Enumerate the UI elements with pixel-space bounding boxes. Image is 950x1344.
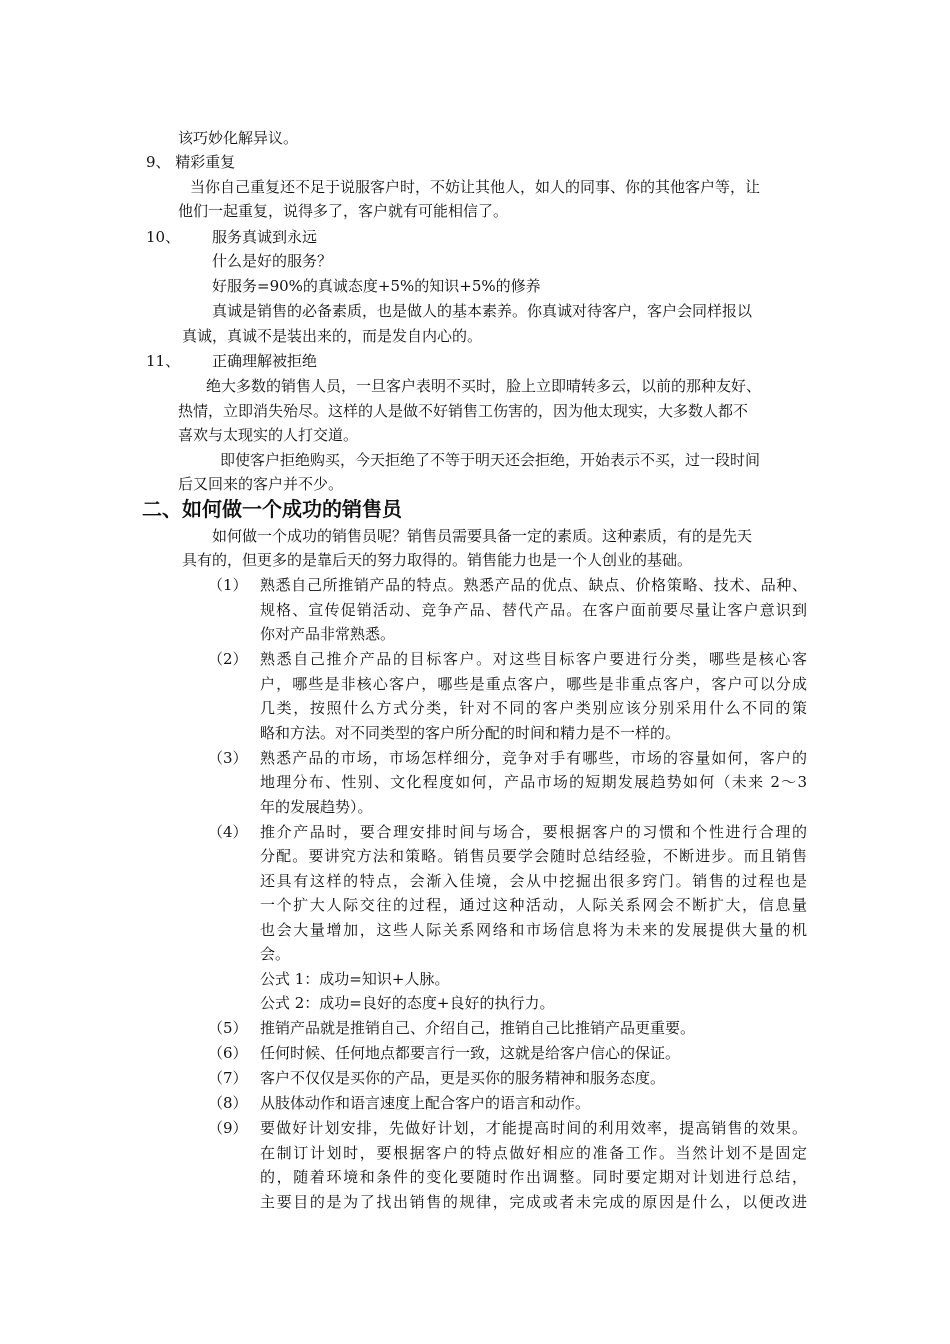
section-heading-11: 正确理解被拒绝 — [212, 352, 318, 370]
formula-line: 公式 2：成功=良好的态度+良好的执行力。 — [260, 994, 555, 1012]
text-line: 后又回来的客户并不少。 — [178, 475, 344, 493]
list-item-text: 推介产品时，要合理安排时间与场合，要根据客户的习惯和个性进行合理的 — [260, 822, 807, 841]
list-item-text: 推销产品就是推销自己、介绍自己，推销自己比推销产品更重要。 — [260, 1019, 696, 1037]
list-item-text: 地理分布、性别、文化程度如何，产品市场的短期发展趋势如何（未来 2～3 — [260, 773, 807, 791]
list-item-text: 你对产品非常熟悉。 — [260, 625, 396, 643]
list-item-text: 客户不仅仅是买你的产品，更是买你的服务精神和服务态度。 — [260, 1069, 666, 1087]
list-item-number: （5） — [208, 1019, 248, 1037]
list-item-text: 熟悉产品的市场，市场怎样细分，竞争对手有哪些，市场的容量如何，客户的 — [260, 748, 807, 767]
list-item-text: 任何时候、任何地点都要言行一致，这就是给客户信心的保证。 — [260, 1044, 681, 1062]
list-item-number: （4） — [208, 822, 248, 841]
list-item-number: （9） — [208, 1119, 248, 1137]
list-item-text: 还具有这样的特点，会渐入佳境，会从中挖掘出很多窍门。销售的过程也是 — [260, 871, 807, 890]
list-item-text: 主要目的是为了找出销售的规律，完成或者未完成的原因是什么，以便改进 — [260, 1192, 807, 1211]
section-number-10: 10、 — [146, 228, 181, 246]
text-line: 真诚，真诚不是装出来的，而是发自内心的。 — [182, 327, 483, 345]
text-line: 具有的，但更多的是靠后天的努力取得的。销售能力也是一个人创业的基础。 — [182, 551, 693, 569]
list-item-text: 几类，按照什么方式分类，针对不同的客户类别应该分别采用什么不同的策 — [260, 699, 807, 717]
list-item-text: 在制订计划时，要根据客户的特点做好相应的准备工作。当然计划不是固定 — [260, 1143, 807, 1162]
text-line: 什么是好的服务？ — [212, 252, 333, 270]
list-item-text: 从肢体动作和语言速度上配合客户的语言和动作。 — [260, 1094, 591, 1112]
text-line: 当你自己重复还不足于说服客户时，不妨让其他人，如人的同事、你的其他客户等，让 — [190, 178, 761, 196]
list-item-text: 略和方法。对不同类型的客户所分配的时间和精力是不一样的。 — [260, 723, 681, 742]
list-item-text: 的，随着环境和条件的变化要随时作出调整。同时要定期对计划进行总结， — [260, 1168, 807, 1186]
list-item-text: 熟悉自己所推销产品的特点。熟悉产品的优点、缺点、价格策略、技术、品种、 — [260, 576, 807, 594]
text-line: 热情，立即消失殆尽。这样的人是做不好销售工伤害的，因为他太现实，大多数人都不 — [178, 402, 749, 420]
list-item-number: （8） — [208, 1094, 248, 1112]
list-item-number: （6） — [208, 1044, 248, 1062]
section-number-11: 11、 — [146, 352, 181, 370]
text-line: 该巧妙化解异议。 — [178, 129, 299, 147]
formula-line: 好服务=90%的真诚态度+5%的知识+5%的修养 — [212, 277, 541, 295]
list-item-text: 户，哪些是非核心客户，哪些是重点客户，哪些是非重点客户，客户可以分成 — [260, 674, 807, 693]
list-item-text: 年的发展趋势）。 — [260, 797, 373, 816]
text-line: 喜欢与太现实的人打交道。 — [178, 426, 359, 444]
text-line: 真诚是销售的必备素质，也是做人的基本素养。你真诚对待客户，客户会同样报以 — [212, 302, 753, 320]
formula-line: 公式 1：成功=知识+人脉。 — [260, 969, 450, 988]
list-item-text: 规格、宣传促销活动、竞争产品、替代产品。在客户面前要尽量让客户意识到 — [260, 600, 807, 619]
section-heading-10: 服务真诚到永远 — [212, 228, 318, 246]
list-item-text: 也会大量增加，这些人际关系网络和市场信息将为未来的发展提供大量的机 — [260, 920, 807, 939]
list-item-text: 熟悉自己推介产品的目标客户。对这些目标客户要进行分类，哪些是核心客 — [260, 650, 807, 668]
list-item-text: 分配。要讲究方法和策略。销售员要学会随时总结经验，不断进步。而且销售 — [260, 847, 807, 865]
list-item-number: （7） — [208, 1069, 248, 1087]
list-item-number: （3） — [208, 748, 248, 767]
section-heading-9: 9、 精彩重复 — [146, 153, 236, 171]
list-item-text: 一个扩大人际交往的过程，通过这种活动，人际关系网会不断扩大，信息量 — [260, 896, 807, 914]
text-line: 绝大多数的销售人员，一旦客户表明不买时，脸上立即晴转多云，以前的那种友好、 — [206, 377, 762, 395]
list-item-text: 要做好计划安排，先做好计划，才能提高时间的利用效率，提高销售的效果。 — [260, 1119, 807, 1137]
section-title: 二、如何做一个成功的销售员 — [142, 497, 402, 521]
list-item-number: （1） — [208, 576, 248, 594]
text-line: 如何做一个成功的销售员呢？销售员需要具备一定的素质。这种素质，有的是先天 — [212, 527, 753, 545]
list-item-number: （2） — [208, 650, 248, 668]
list-item-text: 会。 — [260, 945, 291, 963]
text-line: 即使客户拒绝购买，今天拒绝了不等于明天还会拒绝，开始表示不买，过一段时间 — [220, 451, 761, 469]
text-line: 他们一起重复，说得多了，客户就有可能相信了。 — [178, 202, 509, 220]
